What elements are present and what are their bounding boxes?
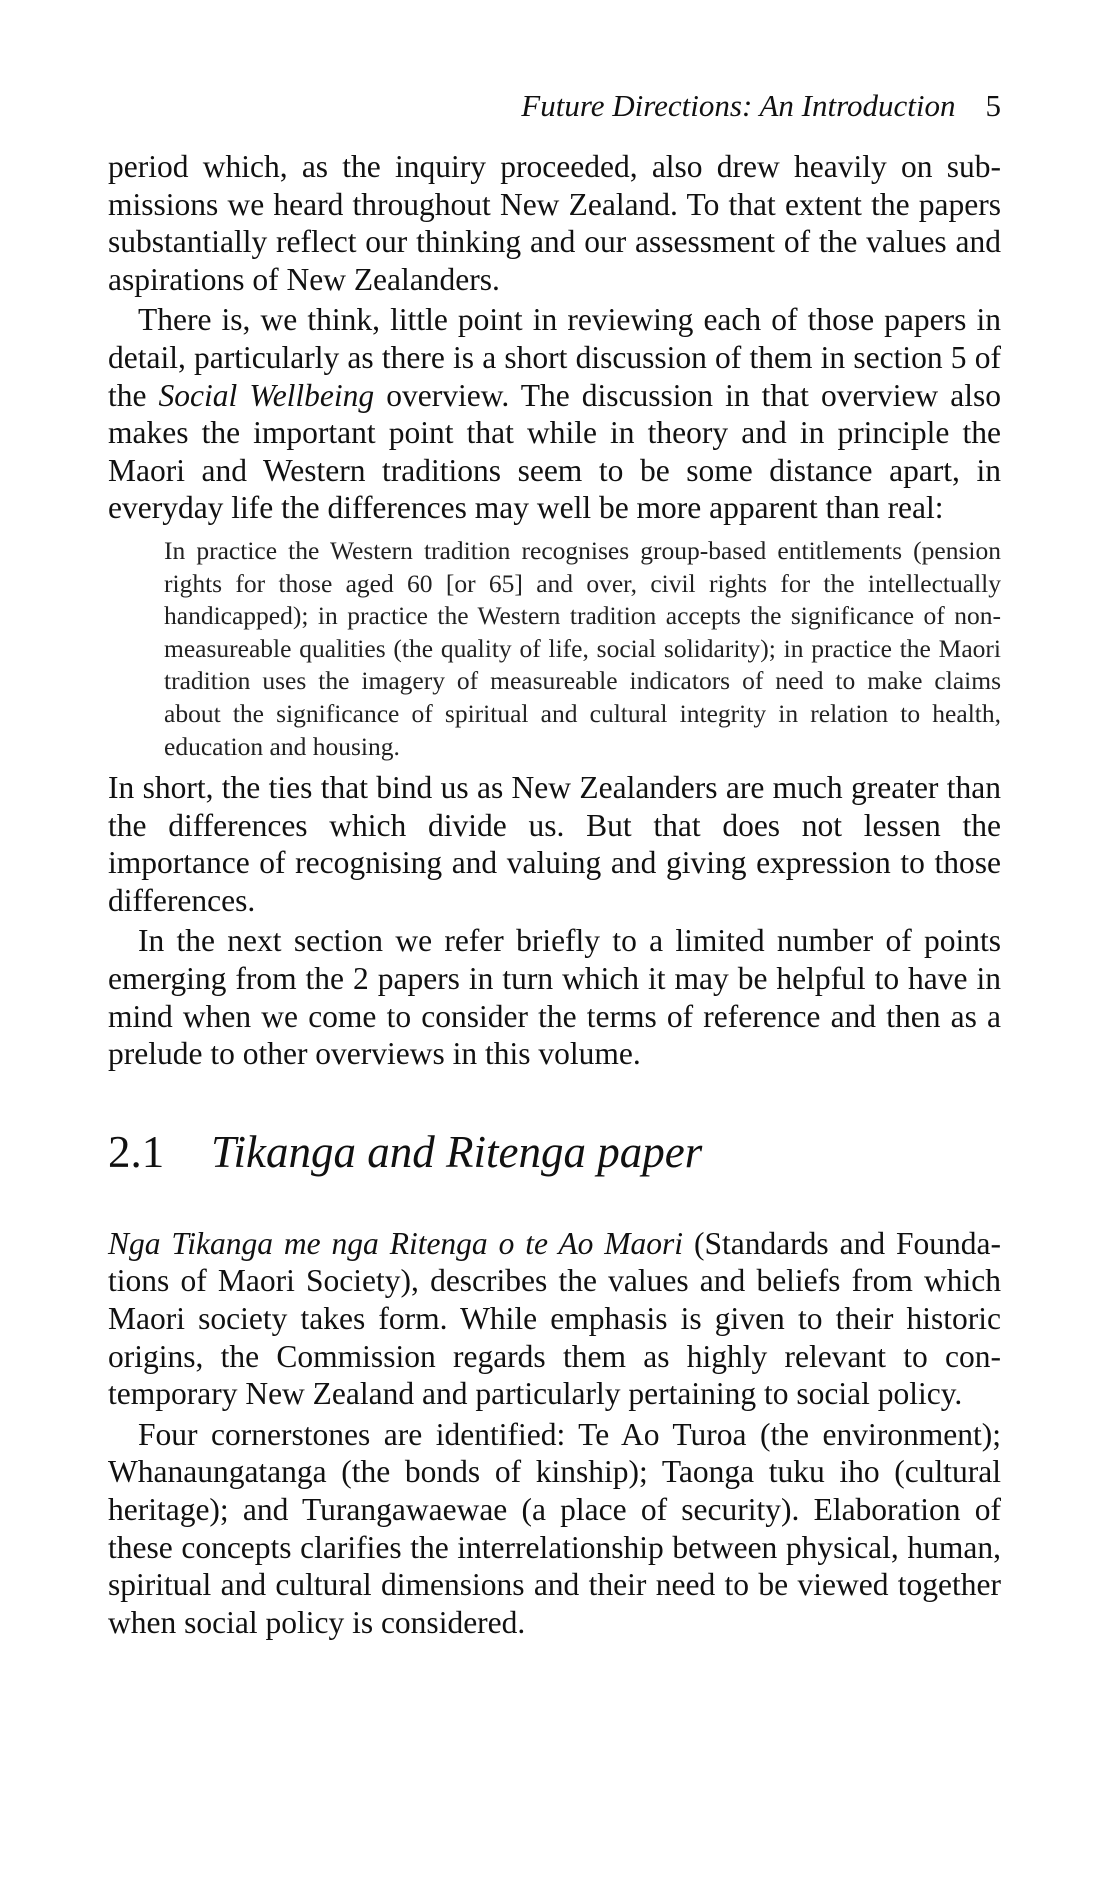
running-head (521, 88, 1001, 124)
paragraph-continued: period which, as the inquiry proceeded, also drew heavily on submissions we heard throughout New Zealand. To that extent the papers substantially reflect our thinking and our assessment of the values and aspirations of New Zealanders. (108, 149, 1001, 297)
paragraph-text: There is, we think, little point in reviewing each of those papers in detail, particularly as there is a short discussion of them in section 5 of the (108, 302, 1001, 413)
paragraph-cornerstones: Four cornerstones are identified: Te Ao Turoa (the environment); Whanaungatanga (the bonds of kinship); Taonga tuku iho (cultural heritage); and Turangawaewae (a place of security). Elaboration of these concepts clarifies the interrelationship between physical, human, spiritual and cultural dimensions and their need to be viewed together when social policy is considered. (108, 1416, 1001, 1640)
section-number: 2.1 (108, 1126, 165, 1177)
block-quote: In practice the Western tradition recognises group-based entitlements (pension rights for those aged 60 [or 65] and over, civil rights for the intellectually handicapped); in practice the Western tradition accepts the significance of non-measureable qualities (the quality of life, social solidarity); in practice the Maori tradition uses the imagery of measureable indicators of need to make claims about the significance of spiritual and cultural integrity in relation to health, education and housing. (164, 535, 1001, 761)
running-head-title: Future Directions: An Introduction (521, 88, 956, 123)
paragraph-next-section: In the next section we refer briefly to a limited number of points emerging from the 2 papers in turn which it may be helpful to have in mind when we come to consider the terms of reference and then as a prelude to other overviews in this volume. (108, 923, 1001, 1072)
section-title: Tikanga and Ritenga paper (211, 1126, 703, 1177)
overview-title-italic: Social Wellbeing (158, 377, 375, 413)
paragraph-tikanga (108, 1225, 1001, 1413)
section-heading (108, 1125, 1001, 1179)
paper-title-italic: Nga Tikanga me nga Ritenga o te Ao Maori (108, 1225, 684, 1261)
paragraph-papers-review (108, 301, 1001, 527)
body-text (108, 148, 1001, 1641)
page-number: 5 (985, 88, 1001, 123)
paragraph-in-short: In short, the ties that bind us as New Zealanders are much greater than the differences which divide us. But that does not lessen the importance of recognising and valuing and giving expression to those differences. (108, 770, 1001, 918)
paragraph-text: (Standards and Foundations of Maori Society), describes the values and beliefs from which Maori society takes form. While emphasis is given to their historic origins, the Commission regards them as highly relevant to contemporary New Zealand and particularly pertaining to social policy. (108, 1225, 1002, 1412)
paragraph-text: overview. The discussion in that overview also makes the important point that while in theory and in principle the Maori and Western traditions seem to be some distance apart, in everyday life the differences may well be more apparent than real: (108, 377, 1001, 526)
